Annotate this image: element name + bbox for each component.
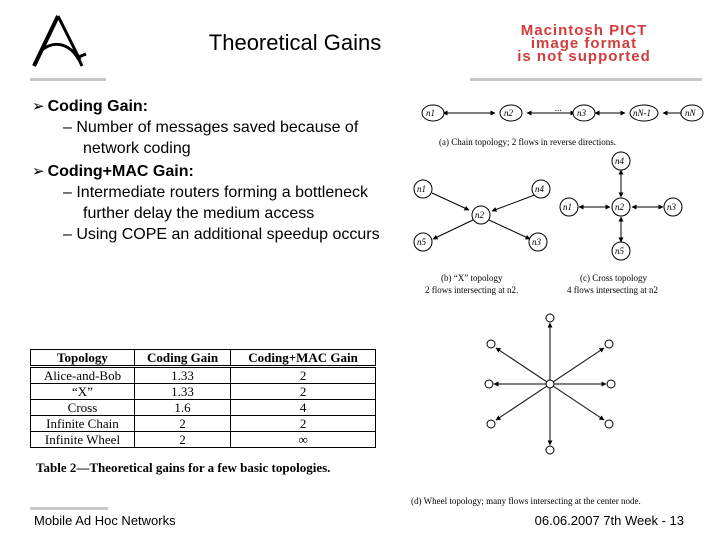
node-label: n3	[577, 108, 586, 118]
node-label: n3	[532, 237, 541, 247]
figure-caption: 2 flows intersecting at n2.	[425, 285, 519, 295]
node-label: n4	[535, 184, 544, 194]
table-cell: 2	[231, 416, 376, 432]
column-header: Coding+MAC Gain	[231, 350, 376, 367]
node-label: n2	[615, 202, 624, 212]
pict-notice	[468, 24, 700, 63]
sub-bullet-item: – Number of messages saved because of network coding	[63, 119, 359, 157]
table-cell: 2	[134, 416, 230, 432]
chain-topology-figure	[422, 103, 703, 147]
footer-rule	[30, 507, 108, 510]
table-cell: 4	[231, 400, 376, 416]
table-caption: Table 2—Theoretical gains for a few basic topologies.	[36, 460, 331, 475]
figure-caption: 4 flows intersecting at n2	[567, 285, 658, 295]
figure-caption: (a) Chain topology; 2 flows in reverse directions.	[439, 137, 616, 147]
pict-notice-line: is not supported	[517, 48, 651, 65]
table-cell: 2	[231, 367, 376, 384]
node-label: ...	[555, 103, 562, 113]
figure-caption: (d) Wheel topology; many flows intersecting at the center node.	[411, 496, 641, 506]
network-node	[487, 420, 495, 428]
table-cell: Alice-and-Bob	[31, 367, 135, 384]
figure-caption: (b) “X” topology	[441, 273, 503, 283]
table-row	[31, 367, 376, 384]
node-label: n1	[426, 108, 435, 118]
table-header-row	[31, 350, 376, 367]
node-label: n3	[667, 202, 676, 212]
x-topology-figure	[414, 180, 550, 295]
network-node	[485, 380, 493, 388]
footer-course: Mobile Ad Hoc Networks	[34, 513, 176, 528]
sub-bullet-item: – Intermediate routers forming a bottleneck further delay the medium access	[63, 184, 369, 222]
network-node	[605, 340, 613, 348]
logo-rule	[30, 78, 106, 81]
table-cell: Cross	[31, 400, 135, 416]
network-node	[605, 420, 613, 428]
table-cell: 1.33	[134, 367, 230, 384]
bullet-text: Coding+MAC Gain:	[47, 163, 194, 180]
bullet-text: Coding Gain:	[47, 98, 149, 115]
title-rule	[470, 78, 702, 81]
network-node	[546, 446, 554, 454]
bullet-item	[32, 96, 392, 117]
node-label: n4	[615, 156, 624, 166]
slide-title: Theoretical Gains	[208, 30, 382, 55]
bullet-list	[32, 94, 392, 245]
table-row	[31, 384, 376, 400]
topology-figures	[395, 92, 705, 512]
table-row	[31, 416, 376, 432]
table-cell: 1.33	[134, 384, 230, 400]
arrow-bullet-icon: ➢	[32, 97, 45, 115]
table-cell: Infinite Chain	[31, 416, 135, 432]
table-cell: 2	[134, 432, 230, 448]
node-label: nN-1	[633, 108, 651, 118]
sub-bullet-item: – Using COPE an additional speedup occurs	[63, 226, 380, 243]
table-cell: ∞	[231, 432, 376, 448]
node-label: n2	[504, 108, 513, 118]
node-label: n1	[563, 202, 572, 212]
table-cell: 2	[231, 384, 376, 400]
network-node	[487, 340, 495, 348]
table-cell: 1.6	[134, 400, 230, 416]
pict-notice-line: Macintosh PICT	[520, 22, 648, 39]
node-label: n2	[475, 210, 484, 220]
column-header: Coding Gain	[134, 350, 230, 367]
bullet-item	[32, 161, 392, 182]
network-node	[546, 314, 554, 322]
node-label: n5	[615, 246, 624, 256]
node-label: n1	[417, 184, 426, 194]
center-node	[546, 380, 554, 388]
pict-notice-line: image format	[530, 35, 638, 52]
network-node	[607, 380, 615, 388]
footer-date-week: 06.06.2007 7th Week - 13	[534, 513, 684, 528]
logo-icon	[28, 14, 88, 70]
node-label: n5	[417, 237, 426, 247]
figure-caption: (c) Cross topology	[580, 273, 647, 283]
table-row	[31, 400, 376, 416]
table-cell: Infinite Wheel	[31, 432, 135, 448]
gains-table	[30, 349, 376, 448]
wheel-topology-figure	[411, 314, 641, 506]
arrow-bullet-icon: ➢	[32, 162, 45, 180]
table-row	[31, 432, 376, 448]
node-label: nN	[685, 108, 696, 118]
column-header: Topology	[31, 350, 135, 367]
table-cell: “X”	[31, 384, 135, 400]
cross-topology-figure	[560, 152, 682, 295]
